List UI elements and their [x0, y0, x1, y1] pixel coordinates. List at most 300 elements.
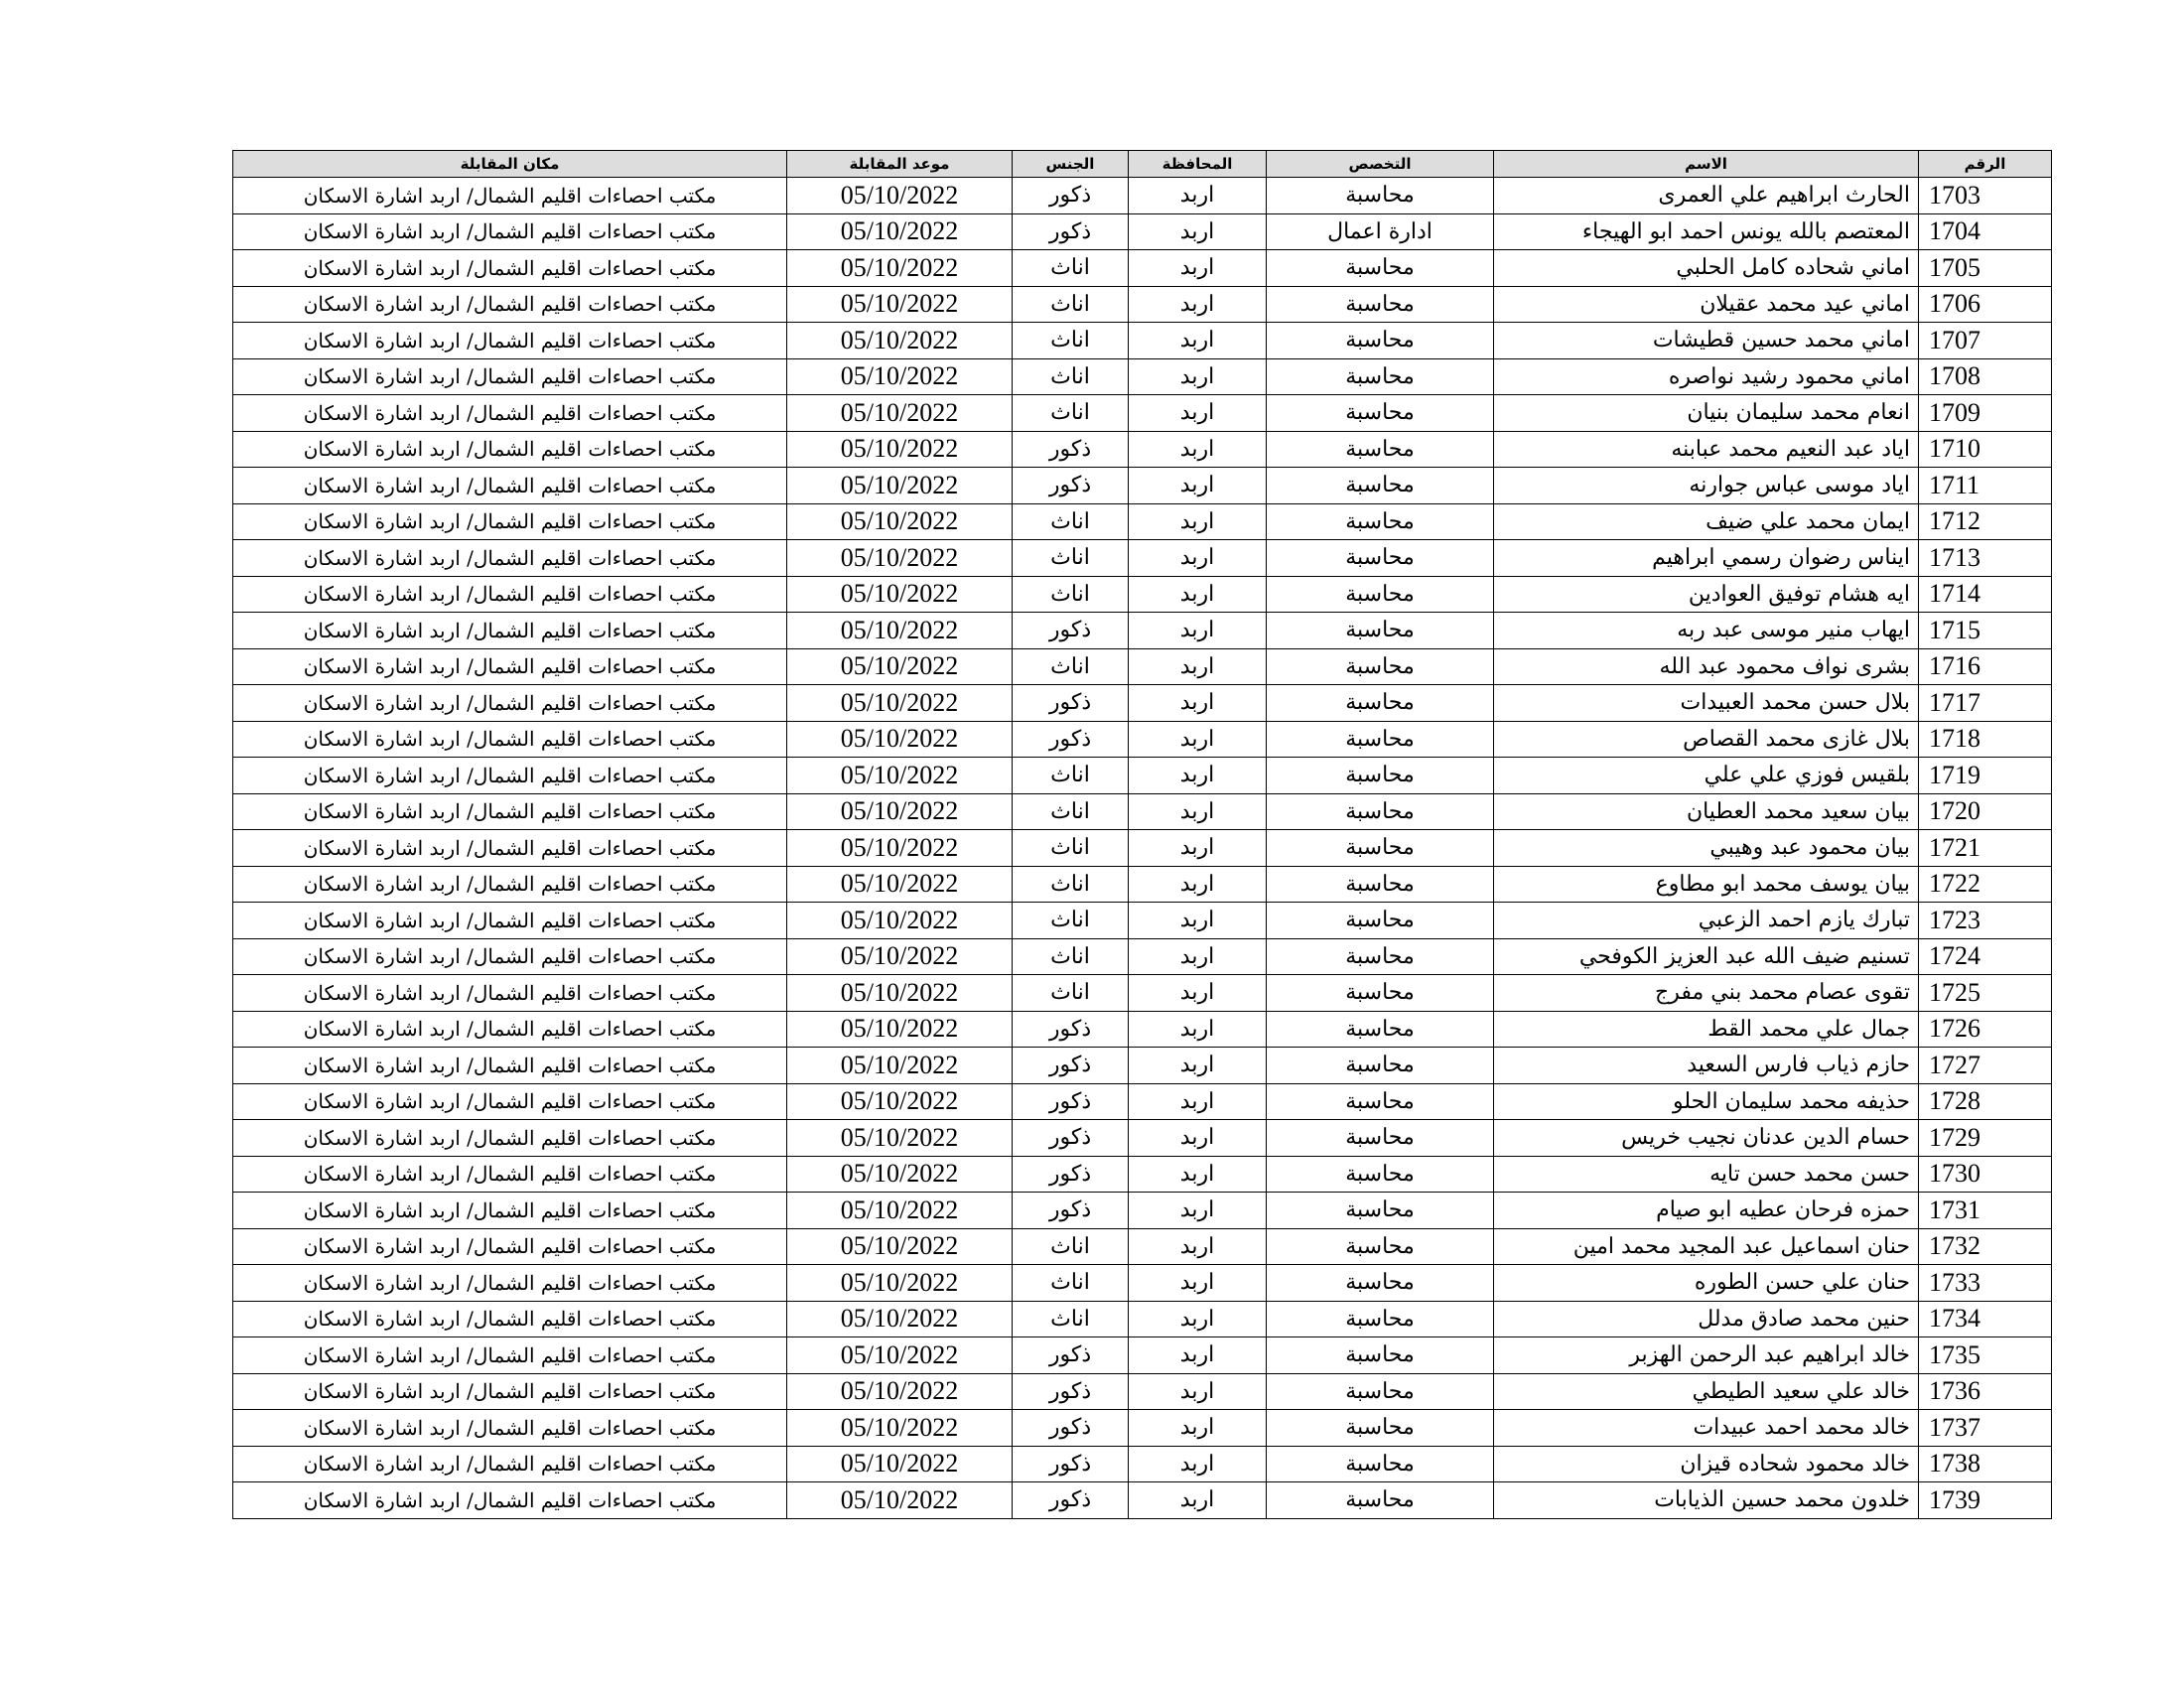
cell-name: اياد عبد النعيم محمد عبابنه — [1494, 431, 1919, 468]
cell-number: 1732 — [1919, 1228, 2052, 1265]
cell-number: 1737 — [1919, 1410, 2052, 1447]
cell-number: 1719 — [1919, 758, 2052, 794]
cell-interview-date: 05/10/2022 — [787, 431, 1013, 468]
cell-name: خالد علي سعيد الطيطي — [1494, 1373, 1919, 1410]
cell-gender: ذكور — [1013, 1048, 1129, 1084]
cell-gender: اناث — [1013, 503, 1129, 540]
table-row — [233, 758, 2052, 794]
cell-specialty: محاسبة — [1267, 613, 1494, 649]
cell-interview-date: 05/10/2022 — [787, 1373, 1013, 1410]
cell-interview-place: مكتب احصاءات اقليم الشمال/ اربد اشارة الاسكان — [233, 1048, 787, 1084]
cell-governorate: اربد — [1129, 721, 1267, 758]
table-row — [233, 213, 2052, 250]
cell-gender: اناث — [1013, 903, 1129, 939]
cell-interview-place: مكتب احصاءات اقليم الشمال/ اربد اشارة الاسكان — [233, 576, 787, 613]
cell-gender: ذكور — [1013, 1011, 1129, 1048]
cell-governorate: اربد — [1129, 1120, 1267, 1157]
cell-gender: اناث — [1013, 1301, 1129, 1337]
cell-interview-place: مكتب احصاءات اقليم الشمال/ اربد اشارة الاسكان — [233, 540, 787, 577]
cell-interview-date: 05/10/2022 — [787, 1011, 1013, 1048]
cell-specialty: محاسبة — [1267, 358, 1494, 395]
cell-governorate: اربد — [1129, 1228, 1267, 1265]
cell-number: 1738 — [1919, 1446, 2052, 1482]
cell-name: حنان اسماعيل عبد المجيد محمد امين — [1494, 1228, 1919, 1265]
cell-specialty: محاسبة — [1267, 758, 1494, 794]
cell-name: اماني محمود رشيد نواصره — [1494, 358, 1919, 395]
cell-interview-place: مكتب احصاءات اقليم الشمال/ اربد اشارة الاسكان — [233, 648, 787, 685]
cell-specialty: محاسبة — [1267, 1410, 1494, 1447]
cell-governorate: اربد — [1129, 1337, 1267, 1374]
cell-name: بيان سعيد محمد العطيان — [1494, 793, 1919, 830]
cell-interview-date: 05/10/2022 — [787, 468, 1013, 504]
table-row — [233, 613, 2052, 649]
cell-interview-date: 05/10/2022 — [787, 1446, 1013, 1482]
cell-gender: ذكور — [1013, 1482, 1129, 1519]
cell-specialty: محاسبة — [1267, 648, 1494, 685]
cell-interview-date: 05/10/2022 — [787, 323, 1013, 359]
cell-governorate: اربد — [1129, 503, 1267, 540]
cell-governorate: اربد — [1129, 395, 1267, 432]
cell-interview-place: مكتب احصاءات اقليم الشمال/ اربد اشارة الاسكان — [233, 1337, 787, 1374]
cell-interview-place: مكتب احصاءات اقليم الشمال/ اربد اشارة الاسكان — [233, 1228, 787, 1265]
cell-gender: اناث — [1013, 395, 1129, 432]
cell-interview-date: 05/10/2022 — [787, 1337, 1013, 1374]
header-gender: الجنس — [1013, 151, 1129, 178]
cell-interview-date: 05/10/2022 — [787, 938, 1013, 975]
cell-governorate: اربد — [1129, 250, 1267, 287]
table-row — [233, 1083, 2052, 1120]
table-row — [233, 1193, 2052, 1229]
cell-specialty: محاسبة — [1267, 286, 1494, 323]
cell-specialty: محاسبة — [1267, 395, 1494, 432]
cell-number: 1704 — [1919, 213, 2052, 250]
cell-interview-date: 05/10/2022 — [787, 1410, 1013, 1447]
cell-interview-place: مكتب احصاءات اقليم الشمال/ اربد اشارة الاسكان — [233, 1482, 787, 1519]
cell-name: ايهاب منير موسى عبد ربه — [1494, 613, 1919, 649]
table-row — [233, 1120, 2052, 1157]
cell-interview-date: 05/10/2022 — [787, 1265, 1013, 1302]
cell-number: 1703 — [1919, 178, 2052, 214]
cell-specialty: محاسبة — [1267, 793, 1494, 830]
cell-interview-date: 05/10/2022 — [787, 503, 1013, 540]
header-interview-date: موعد المقابلة — [787, 151, 1013, 178]
cell-name: اماني عيد محمد عقيلان — [1494, 286, 1919, 323]
cell-interview-place: مكتب احصاءات اقليم الشمال/ اربد اشارة الاسكان — [233, 1193, 787, 1229]
cell-number: 1723 — [1919, 903, 2052, 939]
cell-specialty: ادارة اعمال — [1267, 213, 1494, 250]
cell-interview-place: مكتب احصاءات اقليم الشمال/ اربد اشارة الاسكان — [233, 793, 787, 830]
cell-governorate: اربد — [1129, 468, 1267, 504]
cell-gender: اناث — [1013, 938, 1129, 975]
cell-number: 1724 — [1919, 938, 2052, 975]
cell-interview-date: 05/10/2022 — [787, 1156, 1013, 1193]
cell-name: خلدون محمد حسين الذيابات — [1494, 1482, 1919, 1519]
cell-number: 1735 — [1919, 1337, 2052, 1374]
cell-interview-date: 05/10/2022 — [787, 1228, 1013, 1265]
cell-number: 1714 — [1919, 576, 2052, 613]
cell-interview-date: 05/10/2022 — [787, 648, 1013, 685]
cell-interview-date: 05/10/2022 — [787, 540, 1013, 577]
cell-specialty: محاسبة — [1267, 576, 1494, 613]
cell-interview-place: مكتب احصاءات اقليم الشمال/ اربد اشارة الاسكان — [233, 1301, 787, 1337]
cell-interview-place: مكتب احصاءات اقليم الشمال/ اربد اشارة الاسكان — [233, 431, 787, 468]
table-row — [233, 323, 2052, 359]
cell-name: خالد محمد احمد عبيدات — [1494, 1410, 1919, 1447]
cell-gender: ذكور — [1013, 431, 1129, 468]
cell-interview-date: 05/10/2022 — [787, 1482, 1013, 1519]
cell-name: بلقيس فوزي علي علي — [1494, 758, 1919, 794]
cell-name: الحارث ابراهيم علي العمرى — [1494, 178, 1919, 214]
cell-name: حنين محمد صادق مدلل — [1494, 1301, 1919, 1337]
cell-number: 1721 — [1919, 830, 2052, 867]
cell-interview-date: 05/10/2022 — [787, 1048, 1013, 1084]
table-row — [233, 1373, 2052, 1410]
cell-interview-date: 05/10/2022 — [787, 250, 1013, 287]
cell-interview-date: 05/10/2022 — [787, 178, 1013, 214]
table-row — [233, 178, 2052, 214]
cell-number: 1705 — [1919, 250, 2052, 287]
cell-number: 1713 — [1919, 540, 2052, 577]
cell-specialty: محاسبة — [1267, 903, 1494, 939]
interview-schedule-sheet — [232, 150, 2051, 1519]
cell-gender: اناث — [1013, 866, 1129, 903]
cell-specialty: محاسبة — [1267, 468, 1494, 504]
cell-interview-place: مكتب احصاءات اقليم الشمال/ اربد اشارة الاسكان — [233, 1373, 787, 1410]
cell-interview-place: مكتب احصاءات اقليم الشمال/ اربد اشارة الاسكان — [233, 395, 787, 432]
cell-gender: ذكور — [1013, 1410, 1129, 1447]
cell-number: 1706 — [1919, 286, 2052, 323]
cell-specialty: محاسبة — [1267, 1446, 1494, 1482]
cell-governorate: اربد — [1129, 1373, 1267, 1410]
header-interview-place: مكان المقابلة — [233, 151, 787, 178]
table-row — [233, 468, 2052, 504]
cell-interview-place: مكتب احصاءات اقليم الشمال/ اربد اشارة الاسكان — [233, 323, 787, 359]
cell-gender: اناث — [1013, 1228, 1129, 1265]
cell-interview-place: مكتب احصاءات اقليم الشمال/ اربد اشارة الاسكان — [233, 866, 787, 903]
cell-specialty: محاسبة — [1267, 178, 1494, 214]
cell-number: 1710 — [1919, 431, 2052, 468]
cell-specialty: محاسبة — [1267, 503, 1494, 540]
cell-interview-date: 05/10/2022 — [787, 758, 1013, 794]
cell-number: 1739 — [1919, 1482, 2052, 1519]
cell-number: 1725 — [1919, 975, 2052, 1012]
cell-gender: اناث — [1013, 286, 1129, 323]
cell-specialty: محاسبة — [1267, 830, 1494, 867]
cell-gender: ذكور — [1013, 1373, 1129, 1410]
cell-number: 1731 — [1919, 1193, 2052, 1229]
cell-gender: اناث — [1013, 758, 1129, 794]
cell-number: 1729 — [1919, 1120, 2052, 1157]
cell-interview-place: مكتب احصاءات اقليم الشمال/ اربد اشارة الاسكان — [233, 1446, 787, 1482]
cell-interview-date: 05/10/2022 — [787, 975, 1013, 1012]
cell-specialty: محاسبة — [1267, 323, 1494, 359]
table-row — [233, 1265, 2052, 1302]
cell-specialty: محاسبة — [1267, 1083, 1494, 1120]
cell-governorate: اربد — [1129, 830, 1267, 867]
cell-gender: اناث — [1013, 830, 1129, 867]
cell-interview-date: 05/10/2022 — [787, 830, 1013, 867]
cell-number: 1733 — [1919, 1265, 2052, 1302]
cell-governorate: اربد — [1129, 576, 1267, 613]
cell-interview-place: مكتب احصاءات اقليم الشمال/ اربد اشارة الاسكان — [233, 503, 787, 540]
cell-name: حسام الدين عدنان نجيب خريس — [1494, 1120, 1919, 1157]
cell-specialty: محاسبة — [1267, 685, 1494, 722]
table-row — [233, 830, 2052, 867]
cell-name: ايناس رضوان رسمي ابراهيم — [1494, 540, 1919, 577]
cell-interview-date: 05/10/2022 — [787, 286, 1013, 323]
cell-number: 1730 — [1919, 1156, 2052, 1193]
table-row — [233, 1228, 2052, 1265]
table-row — [233, 685, 2052, 722]
cell-gender: ذكور — [1013, 1446, 1129, 1482]
cell-gender: اناث — [1013, 323, 1129, 359]
table-row — [233, 1482, 2052, 1519]
cell-governorate: اربد — [1129, 613, 1267, 649]
cell-specialty: محاسبة — [1267, 1482, 1494, 1519]
cell-governorate: اربد — [1129, 1156, 1267, 1193]
cell-gender: اناث — [1013, 648, 1129, 685]
table-row — [233, 1301, 2052, 1337]
cell-gender: اناث — [1013, 540, 1129, 577]
cell-specialty: محاسبة — [1267, 1228, 1494, 1265]
cell-number: 1734 — [1919, 1301, 2052, 1337]
cell-name: المعتصم بالله يونس احمد ابو الهيجاء — [1494, 213, 1919, 250]
table-row — [233, 1011, 2052, 1048]
cell-interview-place: مكتب احصاءات اقليم الشمال/ اربد اشارة الاسكان — [233, 758, 787, 794]
cell-gender: ذكور — [1013, 1156, 1129, 1193]
cell-interview-place: مكتب احصاءات اقليم الشمال/ اربد اشارة الاسكان — [233, 685, 787, 722]
cell-governorate: اربد — [1129, 1048, 1267, 1084]
table-row — [233, 903, 2052, 939]
cell-governorate: اربد — [1129, 1193, 1267, 1229]
cell-governorate: اربد — [1129, 1410, 1267, 1447]
cell-name: خالد محمود شحاده قيزان — [1494, 1446, 1919, 1482]
cell-interview-place: مكتب احصاءات اقليم الشمال/ اربد اشارة الاسكان — [233, 938, 787, 975]
cell-specialty: محاسبة — [1267, 540, 1494, 577]
cell-name: حسن محمد حسن تايه — [1494, 1156, 1919, 1193]
cell-specialty: محاسبة — [1267, 1048, 1494, 1084]
cell-name: اياد موسى عباس جوارنه — [1494, 468, 1919, 504]
cell-governorate: اربد — [1129, 1446, 1267, 1482]
cell-specialty: محاسبة — [1267, 938, 1494, 975]
table-row — [233, 938, 2052, 975]
cell-number: 1728 — [1919, 1083, 2052, 1120]
cell-governorate: اربد — [1129, 1083, 1267, 1120]
cell-name: تبارك يازم احمد الزعبي — [1494, 903, 1919, 939]
cell-name: بلال غازى محمد القصاص — [1494, 721, 1919, 758]
cell-gender: اناث — [1013, 358, 1129, 395]
cell-interview-date: 05/10/2022 — [787, 721, 1013, 758]
cell-specialty: محاسبة — [1267, 1337, 1494, 1374]
header-name: الاسم — [1494, 151, 1919, 178]
cell-governorate: اربد — [1129, 758, 1267, 794]
cell-number: 1726 — [1919, 1011, 2052, 1048]
cell-gender: ذكور — [1013, 1193, 1129, 1229]
cell-gender: ذكور — [1013, 613, 1129, 649]
cell-interview-date: 05/10/2022 — [787, 903, 1013, 939]
cell-interview-place: مكتب احصاءات اقليم الشمال/ اربد اشارة الاسكان — [233, 975, 787, 1012]
cell-governorate: اربد — [1129, 938, 1267, 975]
table-row — [233, 503, 2052, 540]
table-row — [233, 395, 2052, 432]
cell-number: 1711 — [1919, 468, 2052, 504]
cell-governorate: اربد — [1129, 431, 1267, 468]
cell-interview-date: 05/10/2022 — [787, 213, 1013, 250]
cell-gender: ذكور — [1013, 721, 1129, 758]
table-row — [233, 1410, 2052, 1447]
cell-governorate: اربد — [1129, 793, 1267, 830]
cell-gender: ذكور — [1013, 685, 1129, 722]
cell-interview-place: مكتب احصاءات اقليم الشمال/ اربد اشارة الاسكان — [233, 1120, 787, 1157]
cell-gender: ذكور — [1013, 213, 1129, 250]
cell-governorate: اربد — [1129, 1265, 1267, 1302]
cell-interview-place: مكتب احصاءات اقليم الشمال/ اربد اشارة الاسكان — [233, 830, 787, 867]
table-row — [233, 1337, 2052, 1374]
cell-governorate: اربد — [1129, 685, 1267, 722]
cell-interview-date: 05/10/2022 — [787, 866, 1013, 903]
cell-interview-place: مكتب احصاءات اقليم الشمال/ اربد اشارة الاسكان — [233, 358, 787, 395]
cell-name: ايمان محمد علي ضيف — [1494, 503, 1919, 540]
cell-gender: ذكور — [1013, 1083, 1129, 1120]
cell-gender: اناث — [1013, 975, 1129, 1012]
cell-gender: ذكور — [1013, 468, 1129, 504]
cell-specialty: محاسبة — [1267, 431, 1494, 468]
cell-interview-place: مكتب احصاءات اقليم الشمال/ اربد اشارة الاسكان — [233, 1265, 787, 1302]
cell-name: تسنيم ضيف الله عبد العزيز الكوفحي — [1494, 938, 1919, 975]
cell-name: جمال علي محمد القط — [1494, 1011, 1919, 1048]
cell-name: حذيفه محمد سليمان الحلو — [1494, 1083, 1919, 1120]
cell-governorate: اربد — [1129, 358, 1267, 395]
header-number: الرقم — [1919, 151, 2052, 178]
cell-interview-date: 05/10/2022 — [787, 358, 1013, 395]
cell-name: حمزه فرحان عطيه ابو صيام — [1494, 1193, 1919, 1229]
cell-number: 1712 — [1919, 503, 2052, 540]
table-row — [233, 250, 2052, 287]
cell-gender: اناث — [1013, 250, 1129, 287]
header-specialty: التخصص — [1267, 151, 1494, 178]
cell-interview-date: 05/10/2022 — [787, 793, 1013, 830]
table-row — [233, 648, 2052, 685]
cell-specialty: محاسبة — [1267, 1193, 1494, 1229]
cell-specialty: محاسبة — [1267, 1156, 1494, 1193]
table-row — [233, 286, 2052, 323]
cell-interview-place: مكتب احصاءات اقليم الشمال/ اربد اشارة الاسكان — [233, 213, 787, 250]
cell-interview-place: مكتب احصاءات اقليم الشمال/ اربد اشارة الاسكان — [233, 721, 787, 758]
cell-governorate: اربد — [1129, 648, 1267, 685]
cell-number: 1716 — [1919, 648, 2052, 685]
cell-gender: ذكور — [1013, 1337, 1129, 1374]
cell-number: 1736 — [1919, 1373, 2052, 1410]
cell-gender: اناث — [1013, 1265, 1129, 1302]
cell-name: ايه هشام توفيق العوادين — [1494, 576, 1919, 613]
cell-interview-date: 05/10/2022 — [787, 395, 1013, 432]
candidates-table — [232, 150, 2052, 1519]
cell-interview-date: 05/10/2022 — [787, 1120, 1013, 1157]
cell-governorate: اربد — [1129, 1011, 1267, 1048]
cell-interview-date: 05/10/2022 — [787, 1193, 1013, 1229]
cell-governorate: اربد — [1129, 903, 1267, 939]
cell-specialty: محاسبة — [1267, 721, 1494, 758]
cell-interview-place: مكتب احصاءات اقليم الشمال/ اربد اشارة الاسكان — [233, 250, 787, 287]
cell-number: 1720 — [1919, 793, 2052, 830]
cell-name: بيان محمود عبد وهيبي — [1494, 830, 1919, 867]
cell-interview-place: مكتب احصاءات اقليم الشمال/ اربد اشارة الاسكان — [233, 468, 787, 504]
cell-interview-place: مكتب احصاءات اقليم الشمال/ اربد اشارة الاسكان — [233, 1156, 787, 1193]
table-row — [233, 540, 2052, 577]
cell-interview-date: 05/10/2022 — [787, 1301, 1013, 1337]
cell-specialty: محاسبة — [1267, 250, 1494, 287]
table-row — [233, 1156, 2052, 1193]
cell-interview-date: 05/10/2022 — [787, 1083, 1013, 1120]
header-row — [233, 151, 2052, 178]
cell-interview-date: 05/10/2022 — [787, 613, 1013, 649]
header-governorate: المحافظة — [1129, 151, 1267, 178]
table-row — [233, 793, 2052, 830]
cell-specialty: محاسبة — [1267, 1265, 1494, 1302]
table-row — [233, 358, 2052, 395]
table-row — [233, 1446, 2052, 1482]
table-row — [233, 1048, 2052, 1084]
cell-governorate: اربد — [1129, 286, 1267, 323]
cell-name: اماني محمد حسين قطيشات — [1494, 323, 1919, 359]
cell-number: 1717 — [1919, 685, 2052, 722]
cell-name: بشرى نواف محمود عبد الله — [1494, 648, 1919, 685]
cell-governorate: اربد — [1129, 866, 1267, 903]
cell-name: بيان يوسف محمد ابو مطاوع — [1494, 866, 1919, 903]
cell-number: 1715 — [1919, 613, 2052, 649]
cell-governorate: اربد — [1129, 1482, 1267, 1519]
cell-interview-place: مكتب احصاءات اقليم الشمال/ اربد اشارة الاسكان — [233, 613, 787, 649]
cell-specialty: محاسبة — [1267, 1011, 1494, 1048]
cell-number: 1718 — [1919, 721, 2052, 758]
cell-name: حنان علي حسن الطوره — [1494, 1265, 1919, 1302]
cell-gender: اناث — [1013, 793, 1129, 830]
table-row — [233, 721, 2052, 758]
cell-governorate: اربد — [1129, 540, 1267, 577]
cell-specialty: محاسبة — [1267, 1301, 1494, 1337]
cell-specialty: محاسبة — [1267, 975, 1494, 1012]
cell-interview-place: مكتب احصاءات اقليم الشمال/ اربد اشارة الاسكان — [233, 903, 787, 939]
cell-governorate: اربد — [1129, 178, 1267, 214]
cell-number: 1727 — [1919, 1048, 2052, 1084]
cell-interview-place: مكتب احصاءات اقليم الشمال/ اربد اشارة الاسكان — [233, 1410, 787, 1447]
cell-gender: ذكور — [1013, 1120, 1129, 1157]
table-row — [233, 576, 2052, 613]
cell-interview-place: مكتب احصاءات اقليم الشمال/ اربد اشارة الاسكان — [233, 178, 787, 214]
table-body — [233, 178, 2052, 1519]
cell-gender: اناث — [1013, 576, 1129, 613]
cell-name: حازم ذياب فارس السعيد — [1494, 1048, 1919, 1084]
cell-number: 1708 — [1919, 358, 2052, 395]
cell-interview-place: مكتب احصاءات اقليم الشمال/ اربد اشارة الاسكان — [233, 1011, 787, 1048]
table-row — [233, 866, 2052, 903]
cell-interview-place: مكتب احصاءات اقليم الشمال/ اربد اشارة الاسكان — [233, 1083, 787, 1120]
cell-specialty: محاسبة — [1267, 1373, 1494, 1410]
cell-name: انعام محمد سليمان بنيان — [1494, 395, 1919, 432]
cell-interview-date: 05/10/2022 — [787, 576, 1013, 613]
cell-name: خالد ابراهيم عبد الرحمن الهزبر — [1494, 1337, 1919, 1374]
cell-governorate: اربد — [1129, 1301, 1267, 1337]
cell-gender: ذكور — [1013, 178, 1129, 214]
cell-name: اماني شحاده كامل الحلبي — [1494, 250, 1919, 287]
table-row — [233, 975, 2052, 1012]
cell-governorate: اربد — [1129, 975, 1267, 1012]
cell-specialty: محاسبة — [1267, 866, 1494, 903]
cell-number: 1722 — [1919, 866, 2052, 903]
cell-name: بلال حسن محمد العبيدات — [1494, 685, 1919, 722]
cell-name: تقوى عصام محمد بني مفرج — [1494, 975, 1919, 1012]
table-row — [233, 431, 2052, 468]
